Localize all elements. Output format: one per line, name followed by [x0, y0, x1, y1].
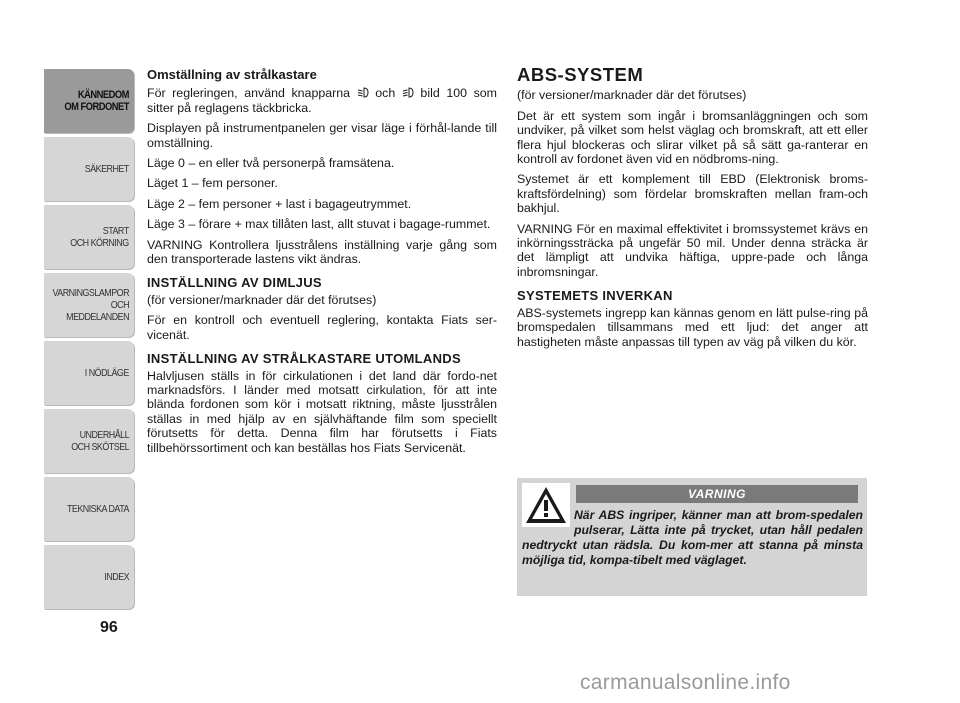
tab-i-nodlage[interactable]: [44, 341, 134, 405]
tab-label: I NÖDLÄGE: [84, 367, 129, 379]
section-heading: Omställning av strålkastare: [147, 67, 317, 82]
tab-label: SÄKERHET: [84, 163, 129, 175]
tab-label: KÄNNEDOM OM FORDONET: [64, 89, 129, 113]
headlamp-down-icon: [357, 87, 369, 98]
paragraph: ABS-systemets ingrepp kan kännas genom en lätt pulse-ring på bromspedalen tillsammans med ett ljud: det anger att hastigheten måste anpassas till typen av väg på vilken du kör.: [517, 305, 868, 349]
paragraph: Halvljusen ställs in för cirkulationen i det land där fordo-net marknadsförs. I länder med motsatt cirkulation, för att inte blända fordonen som kör i motsatt riktning, måste ljusstrålen ställas in med hjälp av en självhäftande film som speciellt förutsetts för detta. Denna film har förutsetts i Fiats tillbehörssortiment och kan beställas hos Fiats Servicenät.: [147, 368, 497, 455]
paragraph: Systemet är ett komplement till EBD (Elektronisk broms-kraftsfördelning) som fördelar bromskraften mellan fram-och bakhjul.: [517, 172, 868, 216]
paragraph: [147, 86, 497, 115]
tab-underhall-och-skotsel[interactable]: [44, 409, 134, 473]
tab-varningslampor[interactable]: [44, 273, 134, 337]
paragraph: Displayen på instrumentpanelen ger visar läge i förhål-lande till omställning.: [147, 121, 497, 150]
tab-sakerhet[interactable]: [44, 137, 134, 201]
section-heading: SYSTEMETS INVERKAN: [517, 288, 673, 304]
headlamp-up-icon: [402, 87, 414, 98]
paragraph: Läge 3 – förare + max tillåten last, allt stuvat i bagage-rummet.: [147, 217, 491, 232]
warning-box: [517, 478, 867, 596]
text: bild 100 som sitter på reglagens täckbricka.: [147, 86, 497, 115]
left-column: [147, 68, 497, 461]
text: När ABS ingriper, känner man att brom-spedalen pulserar, Lätta inte på trycket, utan håll pedalen nedtryckt utan rädsla. Du kom-mer att stanna på minsta möjliga tid, kompa-tibelt med väglaget.: [522, 508, 863, 567]
tab-start-och-korning[interactable]: [44, 205, 134, 269]
tab-label: INDEX: [104, 571, 129, 583]
tab-label: UNDERHÅLL OCH SKÖTSEL: [71, 429, 129, 453]
page-number: 96: [100, 619, 118, 636]
subheading: (för versioner/marknader där det förutses): [147, 292, 377, 307]
tab-tekniska-data[interactable]: [44, 477, 134, 541]
paragraph: Läge 0 – en eller två personerpå framsätena.: [147, 156, 395, 171]
tab-kannedom-om-fordonet[interactable]: [44, 69, 134, 133]
warning-text: [522, 508, 863, 568]
chapter-tabs: [44, 69, 134, 613]
section-heading: INSTÄLLNING AV STRÅLKASTARE UTOMLANDS: [147, 351, 461, 367]
paragraph: VARNING Kontrollera ljusstrålens inställning varje gång som den transporterade lastens vikt ändras.: [147, 237, 497, 267]
subheading: (för versioner/marknader där det förutses): [517, 88, 747, 103]
paragraph: Läget 1 – fem personer.: [147, 176, 278, 191]
watermark: carmanualsonline.info: [580, 671, 791, 694]
paragraph: Läge 2 – fem personer + last i bagageutrymmet.: [147, 196, 412, 211]
section-heading: INSTÄLLNING AV DIMLJUS: [147, 275, 322, 291]
paragraph: Det är ett system som ingår i bromsanläggningen och som undviker, på vilket som helst väglag och bromskraft, att ett eller flera hjul blockeras och slirar vilket på så sätt ga-ranterar en kontroll av fordonet även vid en nödbroms-ning.: [517, 108, 868, 167]
paragraph: VARNING För en maximal effektivitet i bromssystemet krävs en inkörningssträcka på ungefär 50 mil. Under denna sträcka är det lämpligt att undvika häftiga, uppre-pade och långa inbromsningar.: [517, 221, 868, 279]
text: och: [368, 86, 402, 101]
tab-index[interactable]: [44, 545, 134, 609]
tab-label: START OCH KÖRNING: [70, 225, 129, 249]
tab-label: VARNINGSLAMPOR OCH MEDDELANDEN: [52, 287, 129, 323]
right-column: [517, 64, 868, 355]
paragraph: För en kontroll och eventuell reglering, kontakta Fiats ser-vicenät.: [147, 313, 497, 342]
page-title: ABS-SYSTEM: [517, 64, 644, 85]
text: För regleringen, använd knapparna: [147, 86, 357, 101]
warning-label: VARNING: [576, 485, 858, 503]
tab-label: TEKNISKA DATA: [67, 503, 129, 515]
